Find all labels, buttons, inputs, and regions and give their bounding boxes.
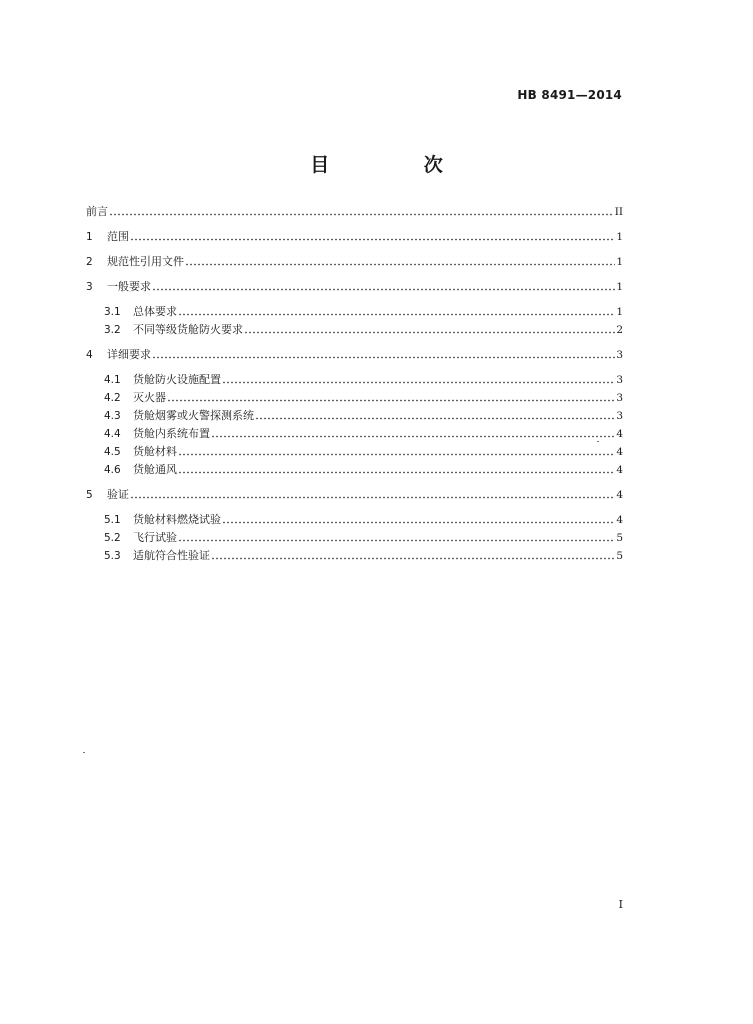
toc-entry-label: 适航符合性验证	[133, 549, 210, 562]
toc-entry-number: 5.2	[104, 532, 121, 544]
toc-entry-3-2[interactable]	[104, 321, 623, 337]
toc-entry-5[interactable]	[86, 486, 623, 502]
toc-leader	[211, 435, 615, 438]
toc-entry-5-1[interactable]	[104, 511, 623, 527]
toc-entry-page: 4	[616, 464, 623, 476]
toc-leader	[152, 288, 615, 291]
toc-entry-label: 货舱材料	[133, 445, 177, 458]
toc-leader	[244, 331, 615, 334]
toc-entry-4-4[interactable]	[104, 425, 623, 441]
toc-entry-5-2[interactable]	[104, 529, 623, 545]
toc-entry-number: 5.3	[104, 550, 121, 562]
toc-entry-4-3[interactable]	[104, 407, 623, 423]
toc-entry-page: 5	[616, 550, 623, 562]
toc-entry-label: 前言	[86, 205, 108, 218]
toc-entry-label: 货舱通风	[133, 463, 177, 476]
toc-entry-4-6[interactable]	[104, 461, 623, 477]
toc-entry-4-2[interactable]	[104, 389, 623, 405]
toc-leader	[178, 313, 615, 316]
toc-entry-page: 4	[616, 446, 623, 458]
toc-entry-page: 4	[616, 489, 623, 501]
toc-entry-4[interactable]	[86, 346, 623, 362]
toc-entry-number: 4.6	[104, 464, 121, 476]
toc-entry-number: 3.1	[104, 306, 121, 318]
toc-leader	[255, 417, 615, 420]
toc-leader	[152, 356, 615, 359]
toc-entry-page: 3	[616, 349, 623, 361]
toc-leader	[178, 453, 615, 456]
toc-entry-number: 2	[86, 256, 93, 268]
toc-entry-label: 规范性引用文件	[107, 255, 184, 268]
toc-leader	[222, 521, 615, 524]
toc-entry-number: 4	[86, 349, 93, 361]
toc-entry-label: 灭火器	[133, 391, 166, 404]
toc-entry-number: 4.2	[104, 392, 121, 404]
toc-entry-number: 5.1	[104, 514, 121, 526]
toc-entry-number: 4.5	[104, 446, 121, 458]
toc-leader	[222, 381, 615, 384]
document-code: HB 8491—2014	[517, 88, 622, 102]
toc-entry-page: 2	[616, 324, 623, 336]
toc-leader	[167, 399, 615, 402]
toc-entry-label: 总体要求	[133, 305, 177, 318]
toc-entry-label: 货舱防火设施配置	[133, 373, 221, 386]
toc-entry-label: 飞行试验	[133, 531, 177, 544]
toc-entry-label: 货舱内系统布置	[133, 427, 210, 440]
toc-entry-number: 1	[86, 231, 93, 243]
toc-entry-5-3[interactable]	[104, 547, 623, 563]
scan-speck	[597, 441, 599, 442]
scan-speck	[83, 752, 85, 753]
toc-entry-page: 1	[616, 306, 623, 318]
toc-entry-1[interactable]	[86, 228, 623, 244]
toc-leader	[178, 539, 615, 542]
toc-entry-4-1[interactable]	[104, 371, 623, 387]
toc-entry-label: 一般要求	[107, 280, 151, 293]
toc-entry-page: 1	[616, 256, 623, 268]
toc-entry-number: 4.3	[104, 410, 121, 422]
toc-leader	[185, 263, 615, 266]
toc-entry-3[interactable]	[86, 278, 623, 294]
toc-entry-label: 货舱材料燃烧试验	[133, 513, 221, 526]
toc-entry-label: 详细要求	[107, 348, 151, 361]
toc-entry-number: 4.4	[104, 428, 121, 440]
toc-entry-label: 货舱烟雾或火警探测系统	[133, 409, 254, 422]
toc-leader	[178, 471, 615, 474]
toc-entry-number: 3	[86, 281, 93, 293]
toc-entry-page: 3	[616, 374, 623, 386]
page-title: 目 次	[310, 154, 487, 176]
toc-entry-number: 3.2	[104, 324, 121, 336]
toc-entry-label: 范围	[107, 230, 129, 243]
toc-entry-page: 3	[616, 410, 623, 422]
toc-entry-number: 5	[86, 489, 93, 501]
toc-entry-page: 4	[616, 428, 623, 440]
page-number: I	[618, 898, 623, 911]
toc-leader	[130, 238, 615, 241]
toc-entry-label: 验证	[107, 488, 129, 501]
toc-entry-page: 1	[616, 231, 623, 243]
toc-entry-4-5[interactable]	[104, 443, 623, 459]
toc-leader	[211, 557, 615, 560]
toc-entry-label: 不同等级货舱防火要求	[133, 323, 243, 336]
toc-entry-page: 4	[616, 514, 623, 526]
toc-entry-page: 1	[616, 281, 623, 293]
toc-entry-2[interactable]	[86, 253, 623, 269]
toc-entry-page: 5	[616, 532, 623, 544]
toc-entry-number: 4.1	[104, 374, 121, 386]
toc-entry-page: 3	[616, 392, 623, 404]
toc-entry-page: II	[614, 206, 623, 218]
toc-entry-foreword[interactable]	[86, 203, 623, 219]
toc-leader	[109, 213, 614, 216]
toc-entry-3-1[interactable]	[104, 303, 623, 319]
toc-leader	[130, 496, 615, 499]
